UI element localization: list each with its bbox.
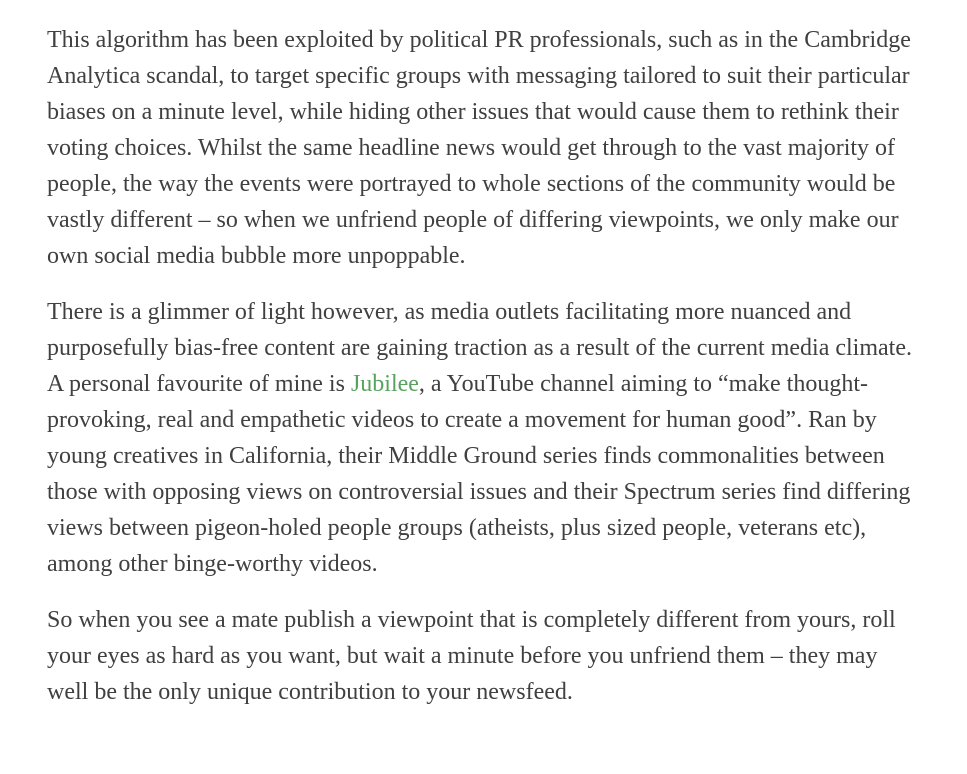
- paragraph-1-text: This algorithm has been exploited by political PR professionals, such as in the Cambridge Analytica scandal, to target specific groups with messaging tailored to suit their particular biases on a minute level, while hiding other issues that would cause them to rethink their voting choices. Whilst the same headline news would get through to the vast majority of people, the way the events were portrayed to whole sections of the community would be vastly different – so when we unfriend people of differing viewpoints, we only make our own social media bubble more unpoppable.: [47, 27, 911, 269]
- paragraph-3-text: So when you see a mate publish a viewpoint that is completely different from yours, roll your eyes as hard as you want, but wait a minute before you unfriend them – they may well be the only unique contribution to your newsfeed.: [47, 607, 896, 705]
- paragraph-unfriend-conclusion: [47, 602, 922, 710]
- jubilee-link[interactable]: Jubilee: [350, 371, 419, 397]
- paragraph-2-text-after-link: , a YouTube channel aiming to “make thought-provoking, real and empathetic videos to create a movement for human good”. Ran by young creatives in California, their Middle Ground series finds commonalities between those with opposing views on controversial issues and their Spectrum series find differing views between pigeon-holed people groups (atheists, plus sized people, veterans etc), among other binge-worthy videos.: [47, 371, 911, 577]
- paragraph-glimmer-of-light: [47, 294, 922, 582]
- paragraph-2-text-before-link: There is a glimmer of light however, as media outlets facilitating more nuanced and purposefully bias-free content are gaining traction as a result of the current media climate. A personal favourite of mine is: [47, 299, 912, 397]
- paragraph-algorithm-exploited: [47, 22, 922, 274]
